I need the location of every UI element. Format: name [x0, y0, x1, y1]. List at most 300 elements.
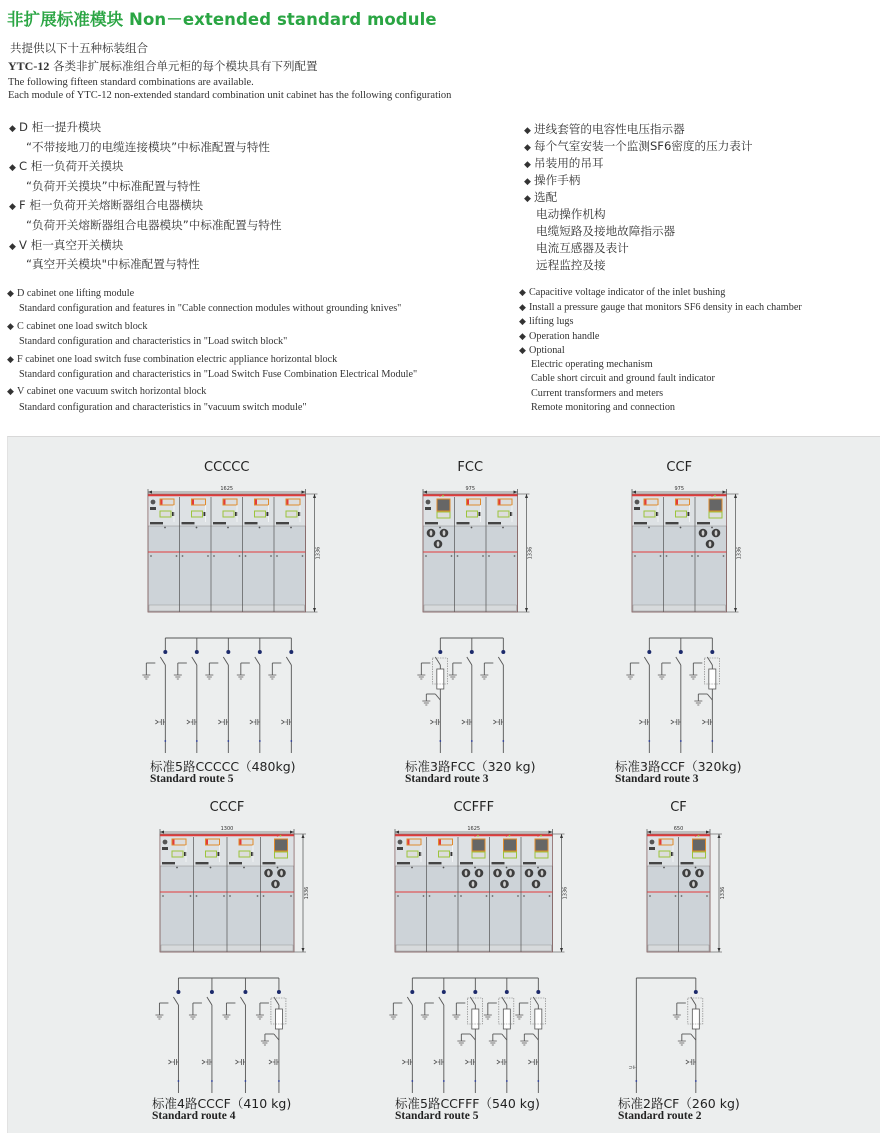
feature-item: [7, 285, 417, 301]
voltage-indicator-icon: [434, 1059, 444, 1065]
terminal-dot: [211, 1080, 213, 1082]
feature-text: lifting lugs: [529, 316, 574, 327]
switch-blade: [207, 997, 212, 1005]
terminal-dot: [196, 740, 198, 742]
bolt-icon: [502, 527, 504, 529]
status-flag: [192, 500, 194, 505]
bolt-icon: [259, 527, 261, 529]
door-bolt-icon: [482, 555, 484, 557]
voltage-indicator-icon: [702, 719, 712, 725]
base-plinth: [424, 605, 517, 611]
feature-detail: [519, 401, 802, 416]
single-line-diagram: [142, 638, 293, 753]
ground-icon: [155, 1015, 163, 1019]
arrow-icon: [718, 948, 721, 952]
terminal-strip: [649, 862, 662, 864]
module-caption-cn: 标准4路CCCF（410 kg): [152, 1096, 292, 1111]
arrow-icon: [313, 494, 316, 498]
voltage-indicator-icon: [218, 719, 228, 725]
feature-detail: [9, 255, 281, 275]
voltage-indicator-icon: [402, 1059, 412, 1065]
fuse-switch-indicator: [693, 839, 706, 851]
features-en-left: [7, 285, 417, 416]
knob-highlight: [702, 530, 705, 536]
cabinet-front-view: [647, 834, 710, 952]
terminal-strip: [263, 862, 276, 864]
arrow-icon: [734, 608, 737, 612]
knob-highlight: [267, 870, 270, 876]
status-flag: [676, 500, 678, 505]
terminal-strip: [245, 522, 258, 524]
arrow-icon: [525, 494, 528, 498]
height-dimension: [553, 834, 569, 952]
terminal-dot: [695, 1080, 697, 1082]
downstream-earth-blade: [707, 694, 712, 700]
downstream-earth-blade: [470, 1034, 475, 1040]
feature-item: [7, 318, 417, 334]
ground-icon: [422, 701, 430, 705]
ground-icon: [421, 1015, 429, 1019]
diamond-bullet-icon: ◆: [519, 330, 526, 341]
feature-text: 吊装用的吊耳: [534, 156, 604, 170]
feature-detail: [524, 206, 753, 223]
door-bolt-icon: [649, 895, 651, 897]
ground-icon: [452, 1015, 460, 1019]
door-bolt-icon: [196, 895, 198, 897]
feature-detail: [519, 387, 802, 402]
arrow-icon: [560, 948, 563, 952]
feature-text: 远程监控及接: [536, 258, 606, 272]
fuse-lamp-icon: [280, 835, 282, 837]
arrow-icon: [723, 491, 727, 494]
bolt-icon: [680, 527, 682, 529]
diamond-bullet-icon: ◆: [7, 288, 14, 298]
feature-text: Current transformers and meters: [531, 387, 664, 399]
diamond-bullet-icon: ◆: [519, 345, 526, 355]
voltage-indicator-icon: [155, 719, 165, 725]
door-bolt-icon: [660, 555, 662, 557]
door-bolt-icon: [517, 895, 519, 897]
status-flag: [161, 500, 163, 505]
height-dimension-label: 1336: [315, 546, 322, 560]
intro-cn-line-2: [8, 58, 318, 74]
diamond-bullet-icon: ◆: [7, 320, 14, 331]
feature-text: Remote monitoring and connection: [531, 402, 676, 413]
door-bolt-icon: [302, 555, 304, 557]
status-flag: [255, 500, 257, 505]
door-bolt-icon: [245, 555, 247, 557]
intro-cn-line-1: 共提供以下十五种标装组合: [10, 41, 148, 55]
bus-node: [210, 990, 214, 994]
fuse-icon: [692, 1009, 699, 1029]
arrow-icon: [718, 834, 721, 838]
module-name: CCCF: [209, 800, 245, 815]
earth-switch-indicator: [535, 852, 548, 858]
ground-icon: [678, 1041, 686, 1045]
bolt-icon: [196, 527, 198, 529]
switch-blade: [439, 997, 444, 1005]
bus-node: [710, 650, 714, 654]
switch-blade: [255, 657, 260, 665]
bolt-icon: [506, 867, 508, 869]
arrow-icon: [302, 491, 306, 494]
fuse-icon: [503, 1009, 510, 1029]
gauge-icon: [635, 500, 640, 505]
fuse-lamp-icon: [537, 835, 539, 837]
terminal-dot: [164, 740, 166, 742]
height-dimension: [710, 834, 726, 952]
terminal-strip: [150, 522, 163, 524]
fuse-lamp-icon: [695, 835, 697, 837]
model-code: YTC-12: [8, 59, 50, 73]
capacitor-icon: ⊃⊩: [628, 1065, 637, 1071]
feature-text: V 柜一真空开关横块: [19, 237, 124, 252]
arrow-icon: [734, 494, 737, 498]
bus-node: [176, 990, 180, 994]
bolt-icon: [711, 527, 713, 529]
bus-node: [647, 650, 651, 654]
bus-node: [277, 990, 281, 994]
status-flag: [645, 500, 647, 505]
feature-text: “不带接地刀的电缆连接模块”中标准配置与特性: [26, 139, 270, 154]
door-bolt-icon: [451, 555, 453, 557]
door-bolt-icon: [190, 895, 192, 897]
switch-blade: [676, 657, 681, 665]
module-drawing: [156, 822, 320, 1122]
ground-icon: [689, 675, 697, 679]
diamond-bullet-icon: ◆: [9, 163, 16, 174]
bolt-icon: [227, 527, 229, 529]
switch-blade: [644, 657, 649, 665]
arrow-icon: [302, 834, 305, 838]
bolt-icon: [474, 867, 476, 869]
terminal-dot: [259, 740, 261, 742]
feature-detail: [9, 138, 281, 158]
arrow-icon: [423, 491, 427, 494]
arrow-icon: [632, 491, 636, 494]
voltage-indicator-icon: [465, 1059, 475, 1065]
feature-text: 每个气室安装一个监测SF6密度的压力表计: [534, 139, 753, 153]
downstream-earth-blade: [435, 694, 440, 700]
knob-highlight: [535, 881, 538, 887]
feature-text: Operation handle: [529, 330, 600, 342]
nameplate: [162, 847, 168, 850]
knob-highlight: [478, 870, 481, 876]
terminal-strip: [488, 522, 501, 524]
ground-icon: [417, 675, 425, 679]
earth-switch-indicator: [659, 851, 670, 857]
terminal-dot: [178, 1080, 180, 1082]
status-flag: [499, 500, 501, 505]
module-caption-cn: 标准3路FCC（320 kg): [405, 759, 536, 774]
bolt-icon: [243, 867, 245, 869]
knob-highlight: [685, 870, 688, 876]
cabinet-front-view: [160, 834, 294, 952]
earth-switch-indicator: [676, 511, 687, 517]
ground-icon: [480, 675, 488, 679]
ground-icon: [484, 1015, 492, 1019]
fuse-switch-indicator: [437, 499, 450, 511]
arrow-icon: [525, 608, 528, 612]
diamond-bullet-icon: ◆: [524, 126, 531, 136]
earth-switch-indicator: [467, 511, 478, 517]
door-bolt-icon: [176, 555, 178, 557]
arrow-icon: [647, 831, 651, 834]
height-dimension-label: 1336: [304, 886, 310, 900]
bus-node: [243, 990, 247, 994]
feature-text: Standard configuration and characteristics in "Load switch block": [19, 336, 288, 348]
feature-detail: [519, 372, 802, 387]
fuse-lamp-icon: [442, 495, 444, 497]
ground-icon: [256, 1015, 264, 1019]
page-title: 非扩展标准模块 Non－extended standard module: [7, 10, 437, 29]
door-bolt-icon: [706, 895, 708, 897]
ground-icon: [520, 1041, 528, 1045]
feature-text: 进线套管的电容性电压指示器: [534, 122, 685, 136]
nameplate: [425, 507, 431, 510]
status-flag: [240, 840, 242, 845]
earth-switch-indicator: [709, 512, 722, 518]
terminal-strip: [397, 862, 410, 864]
terminal-dot: [227, 740, 229, 742]
fuse-icon: [709, 669, 716, 689]
status-flag: [467, 500, 469, 505]
terminal-dot: [411, 1080, 413, 1082]
earth-switch-indicator: [239, 851, 250, 857]
feature-text: “负荷开关摸块”中标准配置与特性: [26, 178, 201, 193]
ground-icon: [142, 675, 150, 679]
module-drawing: [628, 822, 736, 1122]
switch-blade: [192, 657, 197, 665]
voltage-indicator-icon: [269, 1059, 279, 1065]
voltage-indicator-icon: [430, 719, 440, 725]
bolt-icon: [210, 867, 212, 869]
feature-item: [9, 196, 281, 216]
height-dimension-label: 1336: [527, 546, 534, 560]
knob-highlight: [541, 870, 544, 876]
width-dimension-label: 975: [674, 486, 685, 492]
downstream-earth-blade: [533, 1034, 538, 1040]
ground-icon: [673, 1015, 681, 1019]
status-flag: [206, 840, 208, 845]
door-bolt-icon: [675, 895, 677, 897]
fuse-lamp-icon: [540, 835, 542, 837]
terminal-dot: [711, 740, 713, 742]
knob-highlight: [709, 541, 712, 547]
terminal-strip: [162, 862, 175, 864]
feature-item: [519, 300, 802, 315]
fuse-icon: [472, 1009, 479, 1029]
earth-switch-indicator: [437, 512, 450, 518]
feature-detail: [524, 223, 753, 240]
terminal-dot: [278, 1080, 280, 1082]
bolt-icon: [443, 867, 445, 869]
voltage-indicator-icon: [281, 719, 291, 725]
earth-switch-indicator: [172, 851, 183, 857]
ground-icon: [515, 1015, 523, 1019]
terminal-strip: [425, 522, 438, 524]
module-drawing: [144, 482, 332, 782]
switch-blade: [467, 657, 472, 665]
downstream-earth-blade: [274, 1034, 279, 1040]
knob-highlight: [503, 881, 506, 887]
feature-detail: [9, 216, 281, 236]
feature-item: [7, 383, 417, 399]
ground-icon: [174, 675, 182, 679]
terminal-strip: [457, 522, 470, 524]
status-flag: [287, 500, 289, 505]
height-dimension: [727, 494, 743, 612]
height-dimension: [306, 494, 322, 612]
height-dimension: [294, 834, 310, 952]
ground-icon: [658, 675, 666, 679]
module-caption-en: Standard route 5: [395, 1110, 479, 1122]
width-dimension-label: 975: [465, 486, 476, 492]
nameplate: [634, 507, 640, 510]
earth-switch-indicator: [192, 511, 203, 517]
feature-text: F 柜一负荷开关熔断器组合电器横块: [19, 198, 204, 213]
feature-item: [519, 343, 802, 358]
door-bolt-icon: [486, 895, 488, 897]
bus-node: [442, 990, 446, 994]
knob-highlight: [698, 870, 701, 876]
width-dimension-label: 650: [673, 826, 684, 832]
base-plinth: [149, 605, 305, 611]
ground-icon: [268, 675, 276, 679]
bus-node: [470, 650, 474, 654]
diamond-bullet-icon: ◆: [524, 177, 531, 187]
voltage-indicator-icon: [250, 719, 260, 725]
door-bolt-icon: [429, 895, 431, 897]
ground-icon: [694, 701, 702, 705]
arrow-icon: [549, 831, 553, 834]
feature-text: 操作手柄: [534, 173, 581, 187]
fuse-switch-indicator: [504, 839, 517, 851]
height-dimension: [518, 494, 534, 612]
terminal-dot: [680, 740, 682, 742]
status-flag: [408, 840, 410, 845]
height-dimension-label: 1336: [720, 886, 726, 900]
bus-node: [258, 650, 262, 654]
module-name: CCF: [666, 460, 693, 475]
fuse-switch-indicator: [535, 839, 548, 851]
earth-switch-indicator: [693, 852, 706, 858]
ground-icon: [389, 1015, 397, 1019]
feature-detail: [519, 358, 802, 373]
bus-node: [438, 650, 442, 654]
fuse-lamp-icon: [509, 835, 511, 837]
arrow-icon: [302, 948, 305, 952]
module-drawing: [628, 482, 753, 782]
terminal-strip: [681, 862, 694, 864]
fuse-lamp-icon: [714, 495, 716, 497]
knob-highlight: [465, 870, 468, 876]
diamond-bullet-icon: ◆: [524, 194, 531, 204]
bus-node: [694, 990, 698, 994]
diamond-bullet-icon: ◆: [9, 124, 16, 134]
terminal-dot: [474, 1080, 476, 1082]
terminal-strip: [523, 862, 536, 864]
feature-text: Electric operating mechanism: [531, 358, 653, 370]
knob-highlight: [509, 870, 512, 876]
door-bolt-icon: [634, 555, 636, 557]
arrow-icon: [313, 608, 316, 612]
feature-item: [9, 157, 281, 177]
door-bolt-icon: [290, 895, 292, 897]
ground-icon: [489, 1041, 497, 1045]
switch-blade: [223, 657, 228, 665]
width-dimension-label: 1625: [467, 826, 481, 832]
height-dimension-label: 1336: [562, 886, 569, 900]
base-plinth: [633, 605, 726, 611]
bolt-icon: [439, 527, 441, 529]
feature-text: V cabinet one vacuum switch horizontal block: [17, 386, 207, 398]
bus-node: [410, 990, 414, 994]
switch-blade: [286, 657, 291, 665]
bolt-icon: [663, 867, 665, 869]
bus-node: [163, 650, 167, 654]
door-bolt-icon: [257, 895, 259, 897]
single-line-diagram: [417, 638, 505, 753]
cabinet-front-view: [423, 494, 518, 612]
ground-icon: [222, 1015, 230, 1019]
door-bolt-icon: [457, 555, 459, 557]
downstream-earth-blade: [502, 1034, 507, 1040]
module-caption-en: Standard route 4: [152, 1110, 236, 1122]
voltage-indicator-icon: [686, 1059, 696, 1065]
feature-item: [519, 314, 802, 329]
door-bolt-icon: [162, 895, 164, 897]
diamond-bullet-icon: ◆: [9, 241, 16, 252]
ground-icon: [189, 1015, 197, 1019]
diamond-bullet-icon: ◆: [524, 160, 531, 170]
door-bolt-icon: [697, 555, 699, 557]
door-bolt-icon: [681, 895, 683, 897]
base-plinth: [396, 945, 552, 951]
module-name: CCFFF: [453, 800, 495, 815]
earth-switch-indicator: [223, 511, 234, 517]
voltage-indicator-icon: [639, 719, 649, 725]
bus-node: [289, 650, 293, 654]
module-name: CF: [670, 800, 687, 815]
terminal-dot: [471, 740, 473, 742]
feature-text: Cable short circuit and ground fault indicator: [531, 373, 715, 384]
intro-cn-line-2-text: 各类非扩展标准组合单元柜的每个模块具有下列配置: [49, 59, 318, 73]
door-bolt-icon: [207, 555, 209, 557]
terminal-dot: [506, 1080, 508, 1082]
terminal-strip: [666, 522, 679, 524]
feature-item: [524, 155, 753, 172]
knob-highlight: [274, 881, 277, 887]
module-caption-cn: 标准5路CCCCC（480kg): [150, 759, 296, 774]
voltage-indicator-icon: [462, 719, 472, 725]
diamond-bullet-icon: ◆: [9, 202, 16, 213]
feature-item: [524, 121, 753, 138]
voltage-indicator-icon: [671, 719, 681, 725]
features-cn-right: [524, 121, 753, 274]
terminal-strip: [460, 862, 473, 864]
status-flag: [660, 840, 662, 845]
door-bolt-icon: [150, 555, 152, 557]
knob-highlight: [437, 541, 440, 547]
feature-item: [524, 138, 753, 155]
voltage-indicator-icon: [528, 1059, 538, 1065]
single-line-diagram: [626, 638, 719, 753]
earth-switch-indicator: [206, 851, 217, 857]
gauge-icon: [151, 500, 156, 505]
module-name: CCCCC: [204, 460, 250, 475]
ground-icon: [237, 675, 245, 679]
